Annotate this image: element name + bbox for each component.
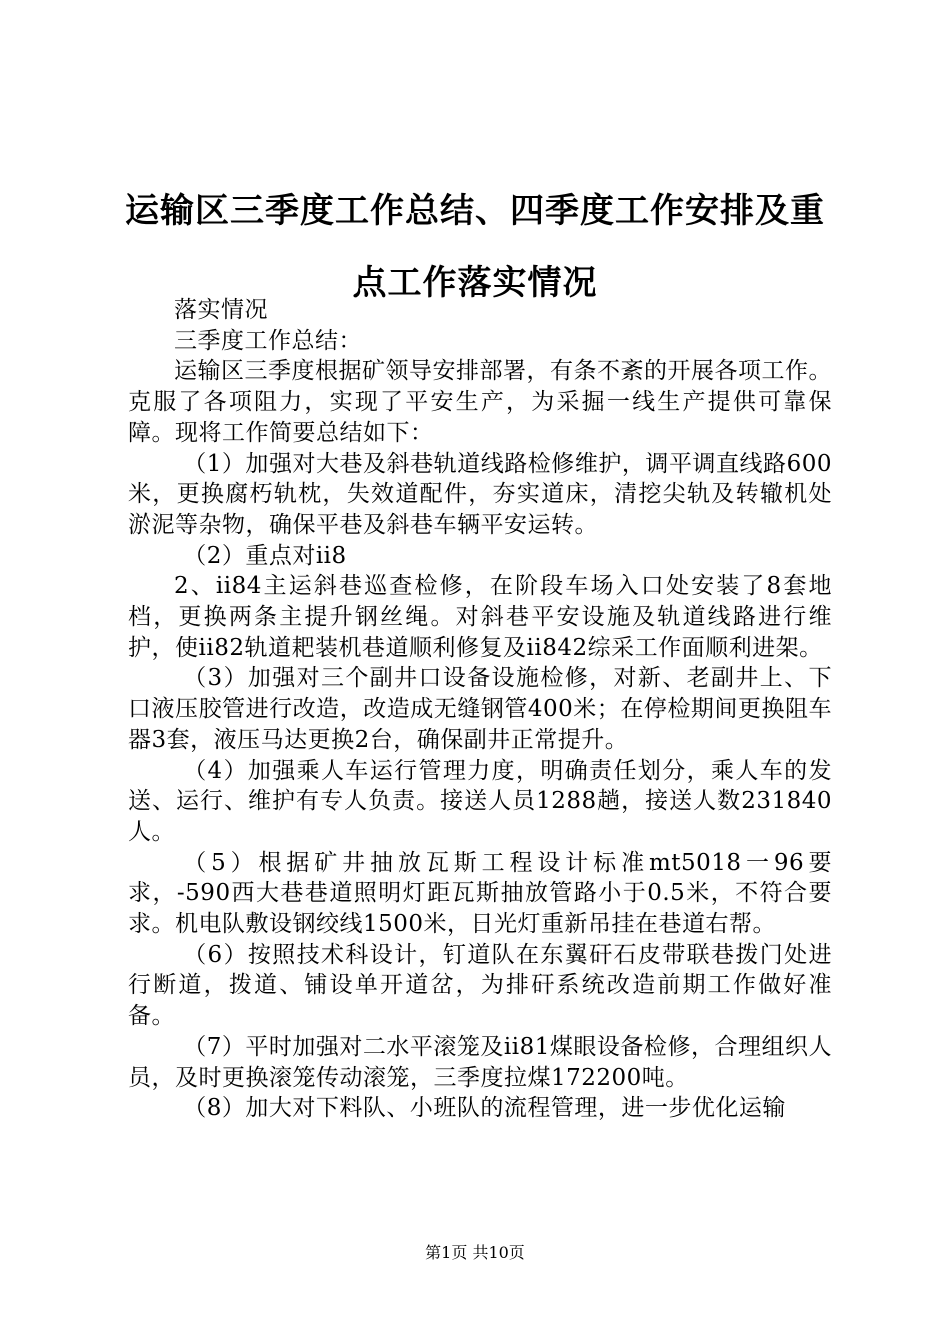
paragraph-heading-q3-summary: 三季度工作总结： bbox=[174, 327, 362, 354]
paragraph-item-3: （3）加强对三个副井口设备设施检修，对新、老副井上、下口液压胶管进行改造，改造成无缝钢管400米；在停检期间更换阻车器3套，液压马达更换2台，确保副井正常提升。 bbox=[128, 665, 832, 753]
paragraph-intro: 运输区三季度根据矿领导安排部署，有条不紊的开展各项工作。克服了各项阻力，实现了平安生产，为采掘一线生产提供可靠保障。现将工作简要总结如下： bbox=[128, 358, 832, 446]
paragraph-item-6: （6）按照技术科设计，钉道队在东翼矸石皮带联巷拨门处进行断道，拨道、铺设单开道岔，为排矸系统改造前期工作做好准备。 bbox=[128, 941, 832, 1030]
paragraph-item-1: （1）加强对大巷及斜巷轨道线路检修维护，调平调直线路600米，更换腐朽轨枕，失效道配件，夯实道床，清挖尖轨及转辙机处淤泥等杂物，确保平巷及斜巷车辆平安运转。 bbox=[128, 450, 832, 538]
paragraph-item-4: （4）加强乘人车运行管理力度，明确责任划分，乘人车的发送、运行、维护有专人负责。接送人员1288趟，接送人数231840人。 bbox=[128, 757, 832, 845]
document-body bbox=[128, 295, 832, 1124]
paragraph-item-5: （5）根据矿井抽放瓦斯工程设计标准mt5018一96要求，-590西大巷巷道照明灯距瓦斯抽放管路小于0.5米，不符合要求。机电队敷设钢绞线1500米，日光灯重新吊挂在巷道右帮。 bbox=[128, 849, 832, 938]
paragraph-item-2: （2）重点对ii8 bbox=[183, 542, 347, 569]
paragraph-heading-implementation: 落实情况 bbox=[174, 297, 268, 323]
page-footer: 第1页 共10页 bbox=[425, 1243, 525, 1262]
paragraph-item-2-cont: 2、ii84主运斜巷巡查检修，在阶段车场入口处安装了8套地档，更换两条主提升钢丝绳。对斜巷平安设施及轨道线路进行维护，使ii82轨道耙装机巷道顺利修复及ii842综采工作面顺利进架。 bbox=[128, 573, 832, 661]
paragraph-item-7: （7）平时加强对二水平滚笼及ii81煤眼设备检修，合理组织人员，及时更换滚笼传动滚笼，三季度拉煤172200吨。 bbox=[128, 1033, 832, 1091]
paragraph-item-8: （8）加大对下料队、小班队的流程管理，进一步优化运输 bbox=[183, 1095, 786, 1122]
document-title: 运输区三季度工作总结、四季度工作安排及重点工作落实情况 bbox=[125, 191, 825, 303]
